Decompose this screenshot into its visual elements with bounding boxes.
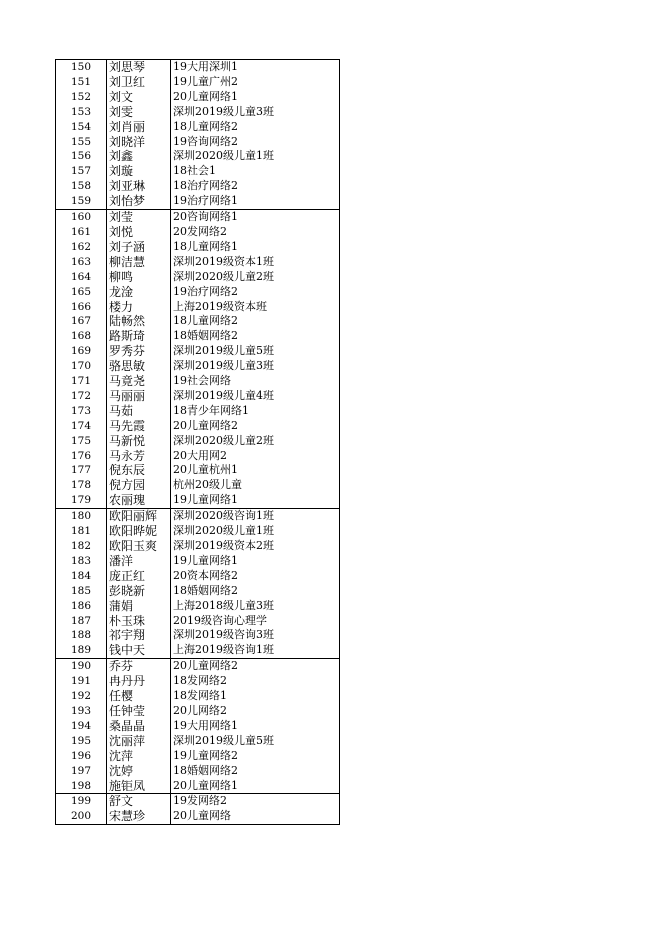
- row-number-cell[interactable]: 162: [56, 240, 107, 255]
- class-name-cell[interactable]: 19治疗网络2: [171, 285, 340, 300]
- table-row[interactable]: [56, 344, 340, 359]
- student-name-cell[interactable]: 刘卫红: [107, 75, 171, 90]
- class-name-cell[interactable]: 20大用网2: [171, 449, 340, 464]
- row-number-cell[interactable]: 153: [56, 105, 107, 120]
- student-name-cell[interactable]: 马永芳: [107, 449, 171, 464]
- class-name-cell[interactable]: 20儿童网络1: [171, 90, 340, 105]
- row-number-cell[interactable]: 169: [56, 344, 107, 359]
- row-number-cell[interactable]: 151: [56, 75, 107, 90]
- row-number-cell[interactable]: 168: [56, 329, 107, 344]
- table-row[interactable]: [56, 255, 340, 270]
- table-row[interactable]: [56, 478, 340, 493]
- student-name-cell[interactable]: 刘雯: [107, 105, 171, 120]
- row-number-cell[interactable]: 192: [56, 689, 107, 704]
- table-row[interactable]: [56, 539, 340, 554]
- class-name-cell[interactable]: 上海2018级儿童3班: [171, 599, 340, 614]
- class-name-cell[interactable]: 20咨询网络1: [171, 210, 340, 225]
- row-number-cell[interactable]: 177: [56, 463, 107, 478]
- table-row[interactable]: [56, 749, 340, 764]
- class-name-cell[interactable]: 20儿童网络1: [171, 779, 340, 794]
- class-name-cell[interactable]: 18儿童网络1: [171, 240, 340, 255]
- row-number-cell[interactable]: 175: [56, 434, 107, 449]
- table-row[interactable]: [56, 300, 340, 315]
- row-number-cell[interactable]: 181: [56, 524, 107, 539]
- student-name-cell[interactable]: 潘洋: [107, 554, 171, 569]
- class-name-cell[interactable]: 18发网络2: [171, 674, 340, 689]
- table-row[interactable]: [56, 179, 340, 194]
- student-name-cell[interactable]: 朴玉珠: [107, 614, 171, 629]
- student-name-cell[interactable]: 刘莹: [107, 210, 171, 225]
- class-name-cell[interactable]: 19儿童网络1: [171, 554, 340, 569]
- class-name-cell[interactable]: 深圳2020级儿童2班: [171, 434, 340, 449]
- student-name-cell[interactable]: 宋慧珍: [107, 809, 171, 824]
- class-name-cell[interactable]: 18儿童网络2: [171, 120, 340, 135]
- row-number-cell[interactable]: 182: [56, 539, 107, 554]
- table-row[interactable]: [56, 135, 340, 150]
- table-row[interactable]: [56, 554, 340, 569]
- table-row[interactable]: [56, 329, 340, 344]
- class-name-cell[interactable]: 深圳2019级资本2班: [171, 539, 340, 554]
- class-name-cell[interactable]: 19儿童网络2: [171, 749, 340, 764]
- table-row[interactable]: [56, 149, 340, 164]
- table-body: [56, 60, 340, 825]
- class-name-cell[interactable]: 19大用网络1: [171, 719, 340, 734]
- student-name-cell[interactable]: 马先霞: [107, 419, 171, 434]
- row-number-cell[interactable]: 163: [56, 255, 107, 270]
- table-row[interactable]: [56, 90, 340, 105]
- row-number-cell[interactable]: 198: [56, 779, 107, 794]
- table-row[interactable]: [56, 614, 340, 629]
- table-row[interactable]: [56, 210, 340, 225]
- row-number-cell[interactable]: 167: [56, 314, 107, 329]
- class-name-cell[interactable]: 20儿童网络2: [171, 419, 340, 434]
- table-row[interactable]: [56, 569, 340, 584]
- row-number-cell[interactable]: 171: [56, 374, 107, 389]
- row-number-cell[interactable]: 191: [56, 674, 107, 689]
- row-number-cell[interactable]: 170: [56, 359, 107, 374]
- class-name-cell[interactable]: 20儿童网络2: [171, 659, 340, 674]
- class-name-cell[interactable]: 深圳2019级儿童5班: [171, 734, 340, 749]
- student-name-cell[interactable]: 任钟莹: [107, 704, 171, 719]
- row-number-cell[interactable]: 164: [56, 270, 107, 285]
- table-row[interactable]: [56, 389, 340, 404]
- class-name-cell[interactable]: 18婚姻网络2: [171, 764, 340, 779]
- class-name-cell[interactable]: 19咨询网络2: [171, 135, 340, 150]
- table-row[interactable]: [56, 404, 340, 419]
- table-row[interactable]: [56, 164, 340, 179]
- table-row[interactable]: [56, 734, 340, 749]
- class-name-cell[interactable]: 深圳2019级儿童3班: [171, 359, 340, 374]
- student-name-cell[interactable]: 刘怡梦: [107, 194, 171, 209]
- table-row[interactable]: [56, 809, 340, 824]
- row-number-cell[interactable]: 187: [56, 614, 107, 629]
- student-name-cell[interactable]: 施钜凤: [107, 779, 171, 794]
- spreadsheet-table: [55, 59, 340, 825]
- table-row[interactable]: [56, 643, 340, 658]
- student-name-cell[interactable]: 欧阳玉爽: [107, 539, 171, 554]
- student-name-cell[interactable]: 柳鸣: [107, 270, 171, 285]
- table-row[interactable]: [56, 584, 340, 599]
- class-name-cell[interactable]: 18婚姻网络2: [171, 329, 340, 344]
- class-name-cell[interactable]: 深圳2019级咨询3班: [171, 628, 340, 643]
- student-name-cell[interactable]: 刘思琴: [107, 60, 171, 75]
- row-number-cell[interactable]: 176: [56, 449, 107, 464]
- table-row[interactable]: [56, 120, 340, 135]
- row-number-cell[interactable]: 186: [56, 599, 107, 614]
- student-name-cell[interactable]: 罗秀芬: [107, 344, 171, 359]
- table-row[interactable]: [56, 270, 340, 285]
- student-name-cell[interactable]: 彭晓新: [107, 584, 171, 599]
- student-name-cell[interactable]: 刘文: [107, 90, 171, 105]
- row-number-cell[interactable]: 185: [56, 584, 107, 599]
- table-row[interactable]: [56, 434, 340, 449]
- student-name-cell[interactable]: 陆畅然: [107, 314, 171, 329]
- class-name-cell[interactable]: 18发网络1: [171, 689, 340, 704]
- student-name-cell[interactable]: 沈萍: [107, 749, 171, 764]
- table-row[interactable]: [56, 105, 340, 120]
- row-number-cell[interactable]: 160: [56, 210, 107, 225]
- row-number-cell[interactable]: 194: [56, 719, 107, 734]
- table-row[interactable]: [56, 764, 340, 779]
- table-row[interactable]: [56, 779, 340, 794]
- row-number-cell[interactable]: 178: [56, 478, 107, 493]
- row-number-cell[interactable]: 193: [56, 704, 107, 719]
- class-name-cell[interactable]: 18社会1: [171, 164, 340, 179]
- student-name-cell[interactable]: 马丽丽: [107, 389, 171, 404]
- table-row[interactable]: [56, 419, 340, 434]
- class-name-cell[interactable]: 杭州20级儿童: [171, 478, 340, 493]
- row-number-cell[interactable]: 159: [56, 194, 107, 209]
- class-name-cell[interactable]: 上海2019级咨询1班: [171, 643, 340, 658]
- table-row[interactable]: [56, 599, 340, 614]
- student-name-cell[interactable]: 桑晶晶: [107, 719, 171, 734]
- row-number-cell[interactable]: 158: [56, 179, 107, 194]
- table-row[interactable]: [56, 719, 340, 734]
- row-number-cell[interactable]: 200: [56, 809, 107, 824]
- row-number-cell[interactable]: 179: [56, 493, 107, 508]
- student-name-cell[interactable]: 倪方园: [107, 478, 171, 493]
- student-name-cell[interactable]: 任樱: [107, 689, 171, 704]
- row-number-cell[interactable]: 155: [56, 135, 107, 150]
- student-name-cell[interactable]: 刘亚琳: [107, 179, 171, 194]
- student-name-cell[interactable]: 刘晓洋: [107, 135, 171, 150]
- student-name-cell[interactable]: 刘璇: [107, 164, 171, 179]
- row-number-cell[interactable]: 199: [56, 794, 107, 809]
- student-name-cell[interactable]: 柳洁慧: [107, 255, 171, 270]
- student-name-cell[interactable]: 刘肖丽: [107, 120, 171, 135]
- student-name-cell[interactable]: 马茹: [107, 404, 171, 419]
- student-name-cell[interactable]: 农丽瑰: [107, 493, 171, 508]
- table-row[interactable]: [56, 194, 340, 209]
- row-number-cell[interactable]: 166: [56, 300, 107, 315]
- class-name-cell[interactable]: 20儿童网络: [171, 809, 340, 824]
- table-row[interactable]: [56, 628, 340, 643]
- table-row[interactable]: [56, 359, 340, 374]
- class-name-cell[interactable]: 20儿网络2: [171, 704, 340, 719]
- class-name-cell[interactable]: 19大用深圳1: [171, 60, 340, 75]
- class-name-cell[interactable]: 19发网络2: [171, 794, 340, 809]
- student-name-cell[interactable]: 舒文: [107, 794, 171, 809]
- class-name-cell[interactable]: 深圳2020级儿童1班: [171, 149, 340, 164]
- student-name-cell[interactable]: 倪东辰: [107, 463, 171, 478]
- class-name-cell[interactable]: 20资本网络2: [171, 569, 340, 584]
- class-name-cell[interactable]: 18治疗网络2: [171, 179, 340, 194]
- class-name-cell[interactable]: 深圳2019级儿童3班: [171, 105, 340, 120]
- class-name-cell[interactable]: 深圳2019级儿童5班: [171, 344, 340, 359]
- table-row[interactable]: [56, 524, 340, 539]
- table-row[interactable]: [56, 225, 340, 240]
- row-number-cell[interactable]: 172: [56, 389, 107, 404]
- row-number-cell[interactable]: 190: [56, 659, 107, 674]
- table-row[interactable]: [56, 509, 340, 524]
- class-name-cell[interactable]: 18儿童网络2: [171, 314, 340, 329]
- class-name-cell[interactable]: 上海2019级资本班: [171, 300, 340, 315]
- student-name-cell[interactable]: 欧阳晔妮: [107, 524, 171, 539]
- student-name-cell[interactable]: 骆思敏: [107, 359, 171, 374]
- row-number-cell[interactable]: 188: [56, 628, 107, 643]
- row-number-cell[interactable]: 161: [56, 225, 107, 240]
- student-name-cell[interactable]: 刘子涵: [107, 240, 171, 255]
- row-number-cell[interactable]: 150: [56, 60, 107, 75]
- class-name-cell[interactable]: 深圳2020级儿童1班: [171, 524, 340, 539]
- student-name-cell[interactable]: 庞正红: [107, 569, 171, 584]
- class-name-cell[interactable]: 18青少年网络1: [171, 404, 340, 419]
- class-name-cell[interactable]: 19儿童网络1: [171, 493, 340, 508]
- student-name-cell[interactable]: 乔芬: [107, 659, 171, 674]
- table-row[interactable]: [56, 659, 340, 674]
- row-number-cell[interactable]: 152: [56, 90, 107, 105]
- student-name-cell[interactable]: 刘鑫: [107, 149, 171, 164]
- student-name-cell[interactable]: 沈婷: [107, 764, 171, 779]
- table-row[interactable]: [56, 314, 340, 329]
- student-name-cell[interactable]: 马新悦: [107, 434, 171, 449]
- table-row[interactable]: [56, 75, 340, 90]
- row-number-cell[interactable]: 196: [56, 749, 107, 764]
- class-name-cell[interactable]: 19社会网络: [171, 374, 340, 389]
- table-row[interactable]: [56, 674, 340, 689]
- row-number-cell[interactable]: 154: [56, 120, 107, 135]
- student-name-cell[interactable]: 楼力: [107, 300, 171, 315]
- table-row[interactable]: [56, 493, 340, 508]
- class-name-cell[interactable]: 20儿童杭州1: [171, 463, 340, 478]
- student-name-cell[interactable]: 蒲娟: [107, 599, 171, 614]
- class-name-cell[interactable]: 深圳2020级咨询1班: [171, 509, 340, 524]
- student-name-cell[interactable]: 沈丽萍: [107, 734, 171, 749]
- student-name-cell[interactable]: 欧阳丽辉: [107, 509, 171, 524]
- row-number-cell[interactable]: 189: [56, 643, 107, 658]
- row-number-cell[interactable]: 174: [56, 419, 107, 434]
- class-name-cell[interactable]: 深圳2020级儿童2班: [171, 270, 340, 285]
- class-name-cell[interactable]: 18婚姻网络2: [171, 584, 340, 599]
- student-name-cell[interactable]: 路斯琦: [107, 329, 171, 344]
- row-number-cell[interactable]: 157: [56, 164, 107, 179]
- table-row[interactable]: [56, 463, 340, 478]
- student-name-cell[interactable]: 冉丹丹: [107, 674, 171, 689]
- table-row[interactable]: [56, 689, 340, 704]
- student-name-cell[interactable]: 马竟尧: [107, 374, 171, 389]
- table-row[interactable]: [56, 374, 340, 389]
- table-row[interactable]: [56, 704, 340, 719]
- student-name-cell[interactable]: 龙淦: [107, 285, 171, 300]
- row-number-cell[interactable]: 156: [56, 149, 107, 164]
- table-row[interactable]: [56, 240, 340, 255]
- table-row[interactable]: [56, 60, 340, 75]
- row-number-cell[interactable]: 195: [56, 734, 107, 749]
- class-name-cell[interactable]: 2019级咨询心理学: [171, 614, 340, 629]
- row-number-cell[interactable]: 180: [56, 509, 107, 524]
- table-row[interactable]: [56, 285, 340, 300]
- student-name-cell[interactable]: 钱中天: [107, 643, 171, 658]
- class-name-cell[interactable]: 20发网络2: [171, 225, 340, 240]
- table-row[interactable]: [56, 449, 340, 464]
- table-row[interactable]: [56, 794, 340, 809]
- row-number-cell[interactable]: 197: [56, 764, 107, 779]
- class-name-cell[interactable]: 深圳2019级儿童4班: [171, 389, 340, 404]
- student-name-cell[interactable]: 祁宇翔: [107, 628, 171, 643]
- class-name-cell[interactable]: 19儿童广州2: [171, 75, 340, 90]
- row-number-cell[interactable]: 184: [56, 569, 107, 584]
- row-number-cell[interactable]: 183: [56, 554, 107, 569]
- row-number-cell[interactable]: 165: [56, 285, 107, 300]
- row-number-cell[interactable]: 173: [56, 404, 107, 419]
- class-name-cell[interactable]: 19治疗网络1: [171, 194, 340, 209]
- student-name-cell[interactable]: 刘悦: [107, 225, 171, 240]
- class-name-cell[interactable]: 深圳2019级资本1班: [171, 255, 340, 270]
